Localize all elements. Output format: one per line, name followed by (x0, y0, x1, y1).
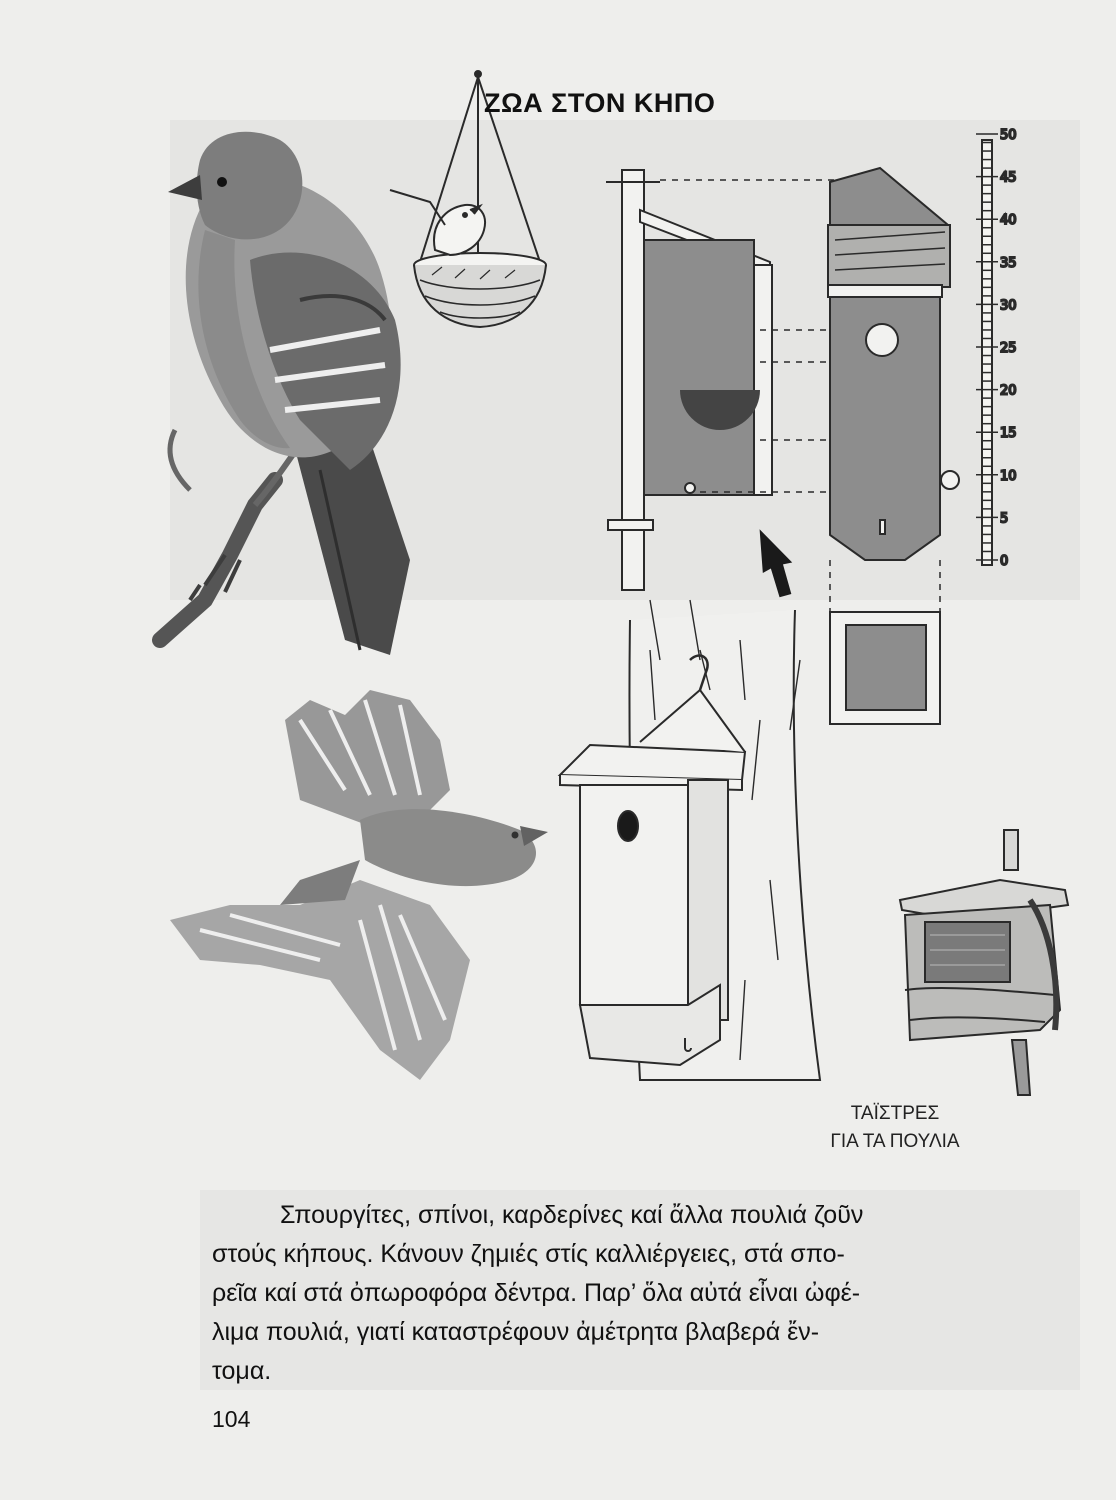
scale-label: 25 (1000, 341, 1017, 356)
feeder-caption (800, 1100, 990, 1156)
scale-label: 50 (1000, 128, 1017, 143)
scale-label: 30 (1000, 298, 1017, 314)
caption-line: ΓΙΑ ΤΑ ΠΟΥΛΙΑ (830, 1131, 960, 1152)
measuring-scale (976, 128, 1017, 569)
flying-sparrow-illustration (170, 690, 548, 1080)
scale-label: 20 (1000, 383, 1017, 399)
page-number: 104 (212, 1406, 251, 1432)
down-arrow-icon (740, 529, 808, 600)
log-feeder-illustration (900, 830, 1068, 1095)
scale-label: 5 (1000, 511, 1009, 527)
caption-line: ΤΑΪΣΤΡΕΣ (850, 1103, 940, 1124)
page-title: ΖΩΑ ΣΤΟΝ ΚΗΠΟ (484, 88, 716, 118)
paragraph-line: ρεῖα καί στά ὀπωροφόρα δέντρα. Παρ’ ὅλα αὐτά εἶναι ὠφέ- (212, 1279, 861, 1307)
paragraph-line: λιμα πουλιά, γιατί καταστρέφουν ἀμέτρητα βλαβερά ἔν- (212, 1318, 820, 1346)
paragraph-line: Σπουργίτες, σπίνοι, καρδερίνες καί ἄλλα πουλιά ζοῦν (280, 1201, 864, 1229)
scale-label: 0 (1000, 554, 1009, 569)
scale-label: 40 (1000, 213, 1017, 229)
scale-label: 15 (1000, 426, 1017, 442)
paragraph-line: τομα. (212, 1357, 272, 1385)
birdhouse-on-tree-illustration (560, 600, 820, 1080)
perched-finch-illustration (160, 132, 410, 655)
paragraph-line: στούς κήπους. Κάνουν ζημιές στίς καλλιέργειες, στά σπο- (212, 1240, 845, 1268)
scale-label: 45 (1000, 170, 1017, 186)
body-paragraph (212, 1196, 1092, 1391)
scale-label: 10 (1000, 468, 1017, 484)
scale-label: 35 (1000, 255, 1017, 271)
